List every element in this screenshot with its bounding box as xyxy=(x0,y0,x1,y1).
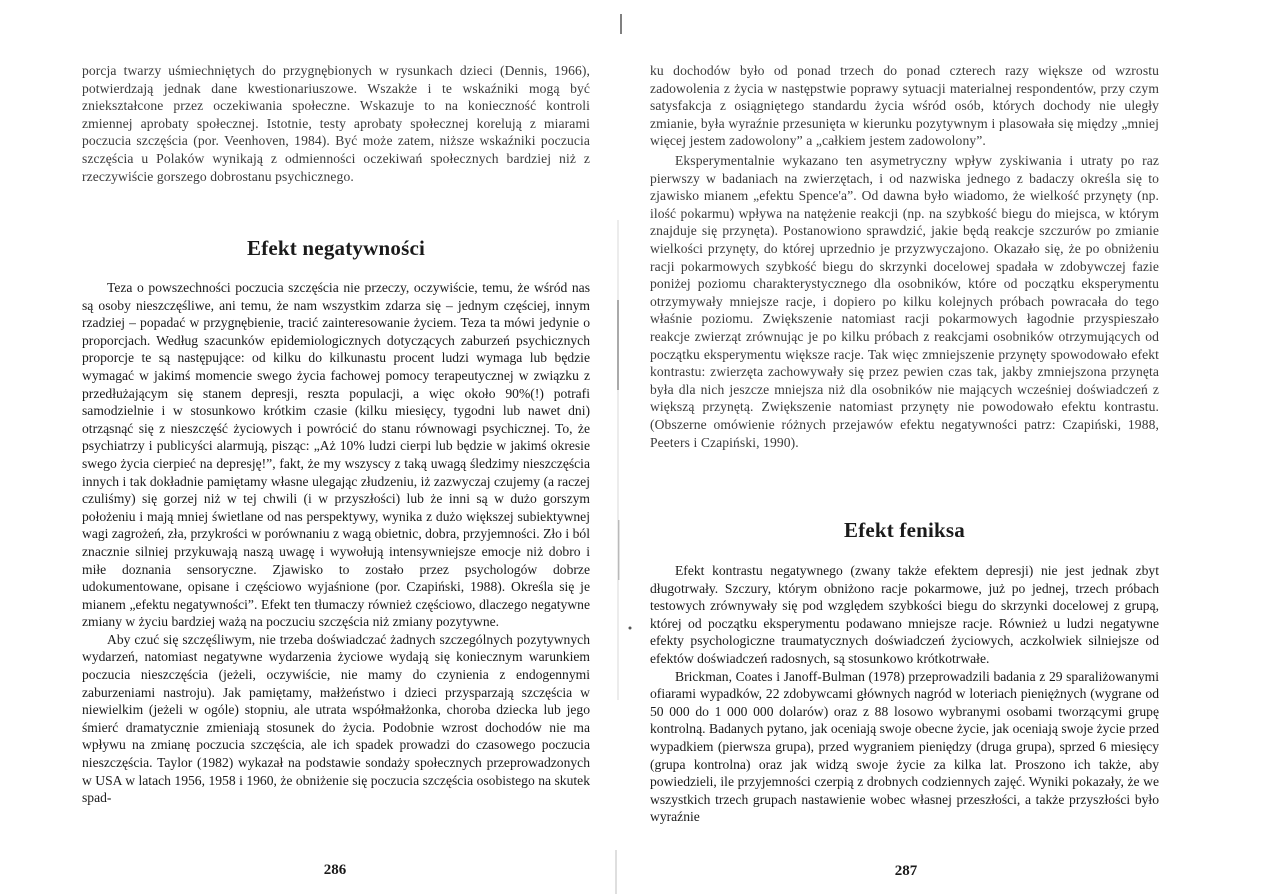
section-heading: Efekt feniksa xyxy=(843,518,966,542)
paragraph: Efekt kontrastu negatywnego (zwany także efektem depresji) nie jest jednak zbyt długotrwały. Szczury, którym obniżono racje pokarmowe, już po jednej, trzech próbach testowych zrównywały się pod względem szybkości biegu do skrzynki docelowej z grupą, której od początku eksperymentu podawano mniejsze racje. Również u ludzi negatywne efekty psychologiczne traumatycznych doświadczeń życiowych, aczkolwiek silniejsze od efektów doświadczeń radosnych, są stosunkowo krótkotrwałe. xyxy=(650,563,1159,666)
left-page xyxy=(0,0,620,894)
paragraph: Teza o powszechności poczucia szczęścia nie przeczy, oczywiście, temu, że wśród nas są osoby nieszczęśliwe, ani temu, że nam wszystkim zdarza się – jednym częściej, innym rzadziej – popadać w przygnębienie, tracić zainteresowanie życiem. Teza ta mówi jedynie o proporcjach. Według szacunków epidemiologicznych dotyczących zaburzeń psychicznych proporcje te są następujące: od kilku do kilkunastu procent ludzi wymaga lub będzie wymagać w jakimś momencie swego życia fachowej pomocy terapeutycznej w związku z przedłużającym się stanem depresji, reszta populacji, a więc około 90%(!) potrafi samodzielnie i w stosunkowo krótkim czasie (kilku miesięcy, tygodni lub nawet dni) otrząsnąć się z nieszczęść życiowych i powrócić do stanu równowagi psychicznej. To, że psychiatrzy i publicyści alarmują, pisząc: „Aż 10% ludzi cierpi lub będzie w jakimś okresie swego życia cierpieć na depresję!”, fakt, że my wszyscy z taką uwagą śledzimy nieszczęścia innych i tak dokładnie pamiętamy własne ulegając złudzeniu, iż zazwyczaj czujemy (a raczej czuliśmy) się gorzej niż w tej chwili (i w przyszłości) lub że inni są w dużo gorszym położeniu i mają mniej świetlane od nas perspektywy, wynika z dużo większej subiektywnej wagi zagrożeń, zła, przykrości w porównaniu z wagą obietnic, dobra, przyjemności. Zło i ból znacznie silniej przykuwają naszą uwagę i wywołują intensywniejsze emocje niż dobro i miłe doznania sensoryczne. Zjawisko to zostało przez psychologów dobrze udokumentowane, opisane i częściowo wyjaśnione (por. Czapiński, 1988). Określa się je mianem „efektu negatywności”. Efekt ten tłumaczy również częściowo, dlaczego negatywne zmiany w życiu bardziej ważą na poczuciu szczęścia niż zmiany pozytywne. xyxy=(82,280,590,630)
section-heading: Efekt negatywności xyxy=(246,236,425,260)
section-body xyxy=(82,279,590,807)
paragraph: Aby czuć się szczęśliwym, nie trzeba doświadczać żadnych szczególnych pozytywnych wydarzeń, natomiast negatywne wydarzenia życiowe wydają się koniecznym warunkiem poczucia nieszczęścia (jeżeli, oczywiście, nie mamy do czynienia z endogennymi zaburzeniami nastroju). Jak pamiętamy, małżeństwo i dzieci przysparzają szczęścia w niewielkim (jeżeli w ogóle) stopniu, ale utrata współmałżonka, choroba dziecka lub jego śmierć dramatycznie zmieniają stosunek do życia. Podobnie wzrost dochodów nie ma wpływu na zmianę poczucia szczęścia, ale ich spadek prowadzi do czasowego poczucia nieszczęścia. Taylor (1982) wykazał na podstawie sondaży społecznych przeprowadzonych w USA w latach 1956, 1958 i 1960, że obniżenie się poczucia szczęścia osobistego na skutek spad- xyxy=(82,631,590,806)
paragraph: Eksperymentalnie wykazano ten asymetryczny wpływ zyskiwania i utraty po raz pierwszy w badaniach na zwierzętach, i od nazwiska jednego z badaczy określa się to zjawisko mianem „efektu Spence'a”. Od dawna było wiadomo, że wielkość przynęty (np. ilość pokarmu) wpływa na natężenie reakcji (np. na szybkość biegu do miejsca, w którym znajduje się przynęta). Postanowiono sprawdzić, jakie będą reakcje szczurów po zmianie wielkości przynęty, do której uprzednio je przyzwyczajono. Okazało się, że po obniżeniu racji pokarmowych szybkość biegu do skrzynki docelowej spadała w zdobywczej fazie poniżej poziomu charakterystycznego dla osobników, które od początku eksperymentu otrzymywały mniejsze racje, i dopiero po kilku kolejnych próbach powracała do tego właśnie poziomu. Zwiększenie natomiast racji pokarmowych łagodnie przyspieszało reakcje zwierząt zrównując je po kilku próbach z reakcjami osobników otrzymujących od początku eksperymentu większe racje. Tak więc zmniejszenie przynęty spowodowało efekt kontrastu: zwierzęta zachowywały się przez pewien czas tak, jakby zmniejszona przynęta była dla nich jeszcze mniejsza niż dla osobników nie mających wcześniej doświadczeń z większą przynętą. Zwiększenie natomiast przynęty nie powodowało efektu kontrastu. (Obszerne omówienie różnych przejawów efektu negatywności patrz: Czapiński, 1988, Peeters i Czapiński, 1990). xyxy=(650,153,1159,450)
section-body xyxy=(650,562,1159,826)
page-number: 286 xyxy=(323,862,347,878)
intro-paragraph: ku dochodów było od ponad trzech do ponad czterech razy większe od wzrostu zadowolenia z życia w następstwie poprawy sytuacji materialnej respondentów, przy czym satysfakcja z osiągniętego standardu życia wśród osób, których dochody nie uległy zmianie, była wyraźnie przesunięta w kierunku pozytywnym i plasowała się między „mniej więcej jestem zadowolony” a „całkiem jestem zadowolony”. xyxy=(650,63,1159,149)
right-page xyxy=(628,0,1262,894)
paragraph: Brickman, Coates i Janoff-Bulman (1978) przeprowadzili badania z 29 sparaliżowanymi ofiarami wypadków, 22 zdobywcami głównych nagród w loteriach pieniężnych (wygrane od 50 000 do 1 000 000 dolarów) oraz z 88 losowo wybranymi osobami tworzącymi grupę kontrolną. Badanych pytano, jak oceniają swoje obecne życie, jak oceniają swoje życie przed wypadkiem (pierwsza grupa), przed wygraniem pieniędzy (druga grupa), sprzed 6 miesięcy (grupa kontrolna) oraz jak widzą swoje życie za kilka lat. Proszono ich także, aby powiedzieli, ile przyjemności czerpią z drobnych codziennych zajęć. Wyniki pokazały, że we wszystkich trzech grupach nastawienie wobec własnej przeszłości, a także przyszłości było wyraźnie xyxy=(650,668,1159,825)
page-number: 287 xyxy=(894,863,918,879)
intro-paragraph: porcja twarzy uśmiechniętych do przygnębionych w rysunkach dzieci (Dennis, 1966), potwierdzają jednak dane kwestionariuszowe. Wszakże i te wskaźniki mogą być zniekształcone przez oczekiwania społeczne. Wskazuje to na konieczność kontroli zmiennej aprobaty społecznej. Istotnie, testy aprobaty społecznej korelują z miarami poczucia szczęścia (por. Veenhoven, 1984). Być może zatem, niższe wskaźniki poczucia szczęścia u Polaków wynikają z odmienności oczekiwań społecznych bardziej niż z rzeczywiście gorszego dobrostanu psychicznego. xyxy=(82,63,590,184)
